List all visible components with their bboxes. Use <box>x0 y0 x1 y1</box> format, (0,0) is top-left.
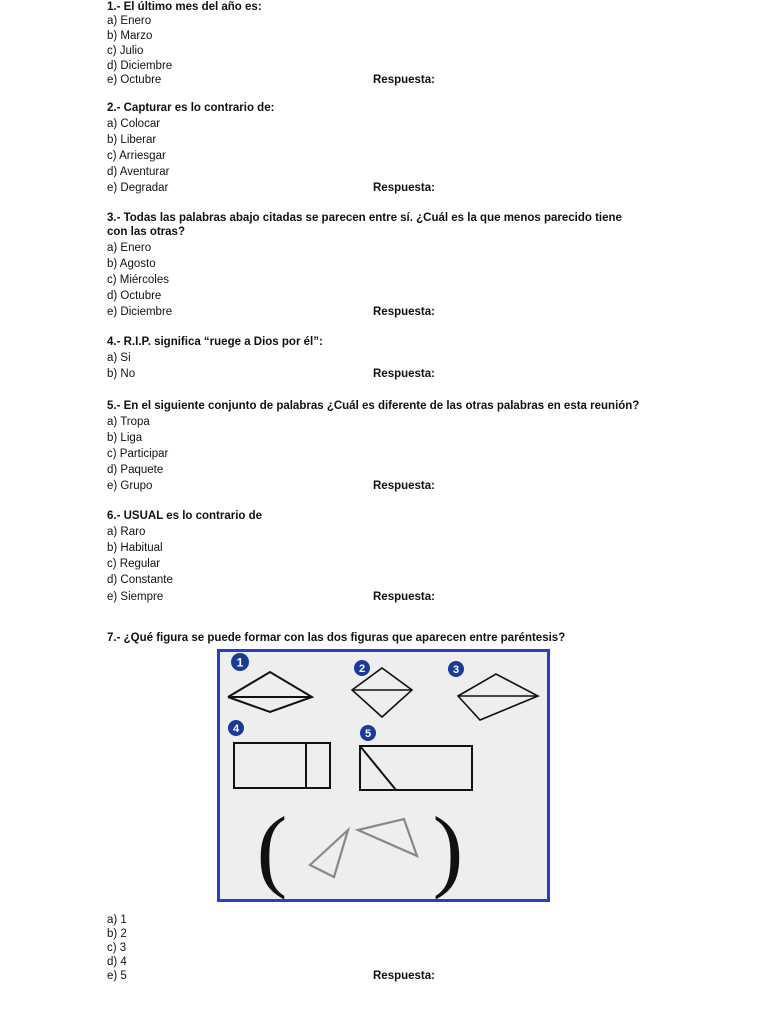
figure-1-badge <box>231 653 249 671</box>
question-6-option-e: e) Siempre <box>107 591 164 603</box>
piece-triangle-right <box>358 819 417 856</box>
figure-2-badge <box>354 660 370 676</box>
question-1-option-e: e) Octubre <box>107 74 162 86</box>
question-3-title-line-1: 3.- Todas las palabras abajo citadas se parecen entre sí. ¿Cuál es la que menos parecido tiene <box>107 212 622 224</box>
question-2-option-d: d) Aventurar <box>107 166 170 178</box>
question-1-answer-label: Respuesta: <box>373 74 435 86</box>
question-5-answer-label: Respuesta: <box>373 480 435 492</box>
paren-left: ( <box>256 798 288 899</box>
question-7-figure-drawing <box>220 652 547 899</box>
question-4-option-a: a) Si <box>107 352 131 364</box>
svg-text:4: 4 <box>232 723 240 735</box>
question-4-answer-label: Respuesta: <box>373 368 435 380</box>
question-1-option-c: c) Julio <box>107 45 144 57</box>
question-5-title: 5.- En el siguiente conjunto de palabras ¿Cuál es diferente de las otras palabras en esta reunión? <box>107 400 640 412</box>
question-3-option-a: a) Enero <box>107 242 152 254</box>
figure-5-badge <box>360 725 376 741</box>
question-6-option-c: c) Regular <box>107 558 161 570</box>
svg-text:3: 3 <box>452 664 460 676</box>
paren-right: ) <box>432 798 464 899</box>
question-3-option-d: d) Octubre <box>107 290 162 302</box>
question-5-option-e: e) Grupo <box>107 480 153 492</box>
question-2-answer-label: Respuesta: <box>373 182 435 194</box>
question-7-answer-label: Respuesta: <box>373 970 435 982</box>
question-5-option-a: a) Tropa <box>107 416 150 428</box>
question-7-option-d: d) 4 <box>107 956 127 968</box>
svg-text:2: 2 <box>358 663 366 675</box>
question-2-option-c: c) Arriesgar <box>107 150 166 162</box>
figure-4-badge <box>228 720 244 736</box>
question-6-option-a: a) Raro <box>107 526 146 538</box>
question-3-title-line-2: con las otras? <box>107 226 185 238</box>
question-7-figure <box>217 649 550 902</box>
question-6-option-d: d) Constante <box>107 574 173 586</box>
question-4-option-b: b) No <box>107 368 136 380</box>
question-5-option-c: c) Participar <box>107 448 169 460</box>
question-6-title: 6.- USUAL es lo contrario de <box>107 510 263 522</box>
question-7-option-b: b) 2 <box>107 928 127 940</box>
figure-3-badge <box>448 661 464 677</box>
question-6-answer-label: Respuesta: <box>373 591 435 603</box>
svg-text:5: 5 <box>364 728 372 740</box>
question-3-answer-label: Respuesta: <box>373 306 435 318</box>
question-1-option-d: d) Diciembre <box>107 60 173 72</box>
question-2-title: 2.- Capturar es lo contrario de: <box>107 102 275 114</box>
question-1-option-a: a) Enero <box>107 15 152 27</box>
figure-3-shape <box>458 674 538 720</box>
question-7-option-c: c) 3 <box>107 942 127 954</box>
piece-triangle-left <box>310 830 348 877</box>
question-1-title: 1.- El último mes del año es: <box>107 1 262 13</box>
question-3-option-e: e) Diciembre <box>107 306 173 318</box>
question-7-option-a: a) 1 <box>107 914 127 926</box>
figure-1-shape <box>228 672 312 712</box>
question-3-option-b: b) Agosto <box>107 258 156 270</box>
question-2-option-b: b) Liberar <box>107 134 157 146</box>
question-3-option-c: c) Miércoles <box>107 274 169 286</box>
question-2-option-a: a) Colocar <box>107 118 161 130</box>
figure-4-shape <box>234 743 330 788</box>
svg-text:1: 1 <box>236 655 244 670</box>
question-7-option-e: e) 5 <box>107 970 127 982</box>
question-6-option-b: b) Habitual <box>107 542 163 554</box>
question-4-title: 4.- R.I.P. significa “ruege a Dios por él”: <box>107 336 323 348</box>
question-7-title: 7.- ¿Qué figura se puede formar con las dos figuras que aparecen entre paréntesis? <box>107 632 566 644</box>
question-5-option-b: b) Liga <box>107 432 143 444</box>
question-1-option-b: b) Marzo <box>107 30 153 42</box>
question-5-option-d: d) Paquete <box>107 464 164 476</box>
question-2-option-e: e) Degradar <box>107 182 169 194</box>
figure-5-shape <box>360 746 472 790</box>
